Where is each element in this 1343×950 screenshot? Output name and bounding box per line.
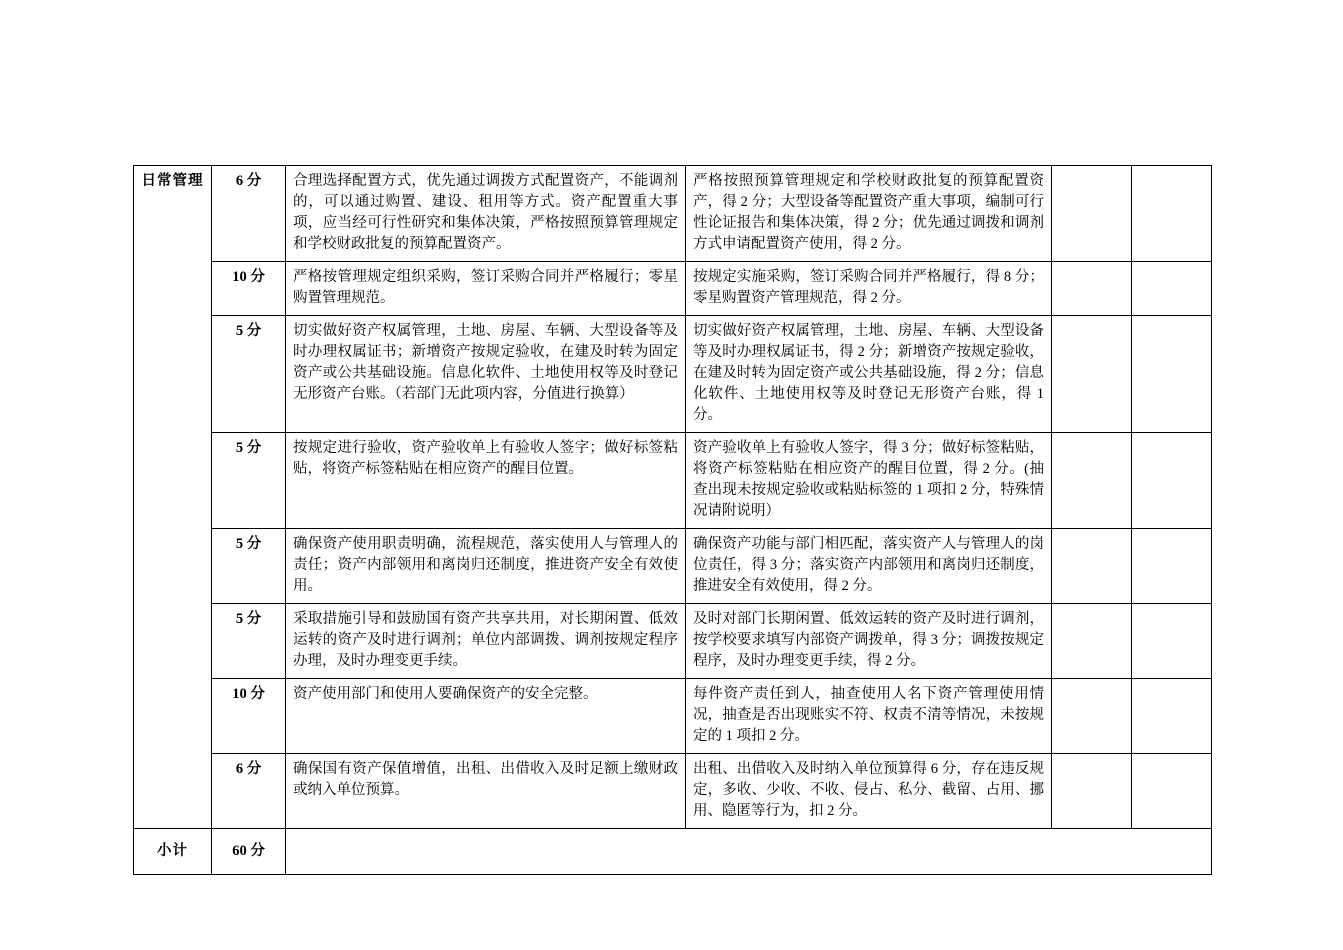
self-score-cell[interactable] — [1052, 604, 1132, 679]
standard-cell: 采取措施引导和鼓励国有资产共享共用，对长期闲置、低效运转的资产及时进行调剂；单位内部调拨、调剂按规定程序办理，及时办理变更手续。 — [286, 604, 686, 679]
self-score-cell[interactable] — [1052, 679, 1132, 754]
self-score-cell[interactable] — [1052, 754, 1132, 829]
table-row — [134, 679, 1212, 754]
evaluation-table-wrapper — [133, 165, 1211, 875]
score-cell: 10 分 — [212, 262, 286, 316]
method-cell: 及时对部门长期闲置、低效运转的资产及时进行调剂，按学校要求填写内部资产调拨单，得 3 分；调拨按规定程序，及时办理变更手续，得 2 分。 — [686, 604, 1052, 679]
self-score-cell[interactable] — [1052, 262, 1132, 316]
review-score-cell[interactable] — [1132, 166, 1212, 262]
score-cell: 5 分 — [212, 433, 286, 529]
table-row — [134, 433, 1212, 529]
self-score-cell[interactable] — [1052, 166, 1132, 262]
method-cell: 确保资产功能与部门相匹配，落实资产人与管理人的岗位责任，得 3 分；落实资产内部领用和离岗归还制度，推进安全有效使用，得 2 分。 — [686, 529, 1052, 604]
standard-cell: 按规定进行验收，资产验收单上有验收人签字；做好标签粘贴，将资产标签粘贴在相应资产的醒目位置。 — [286, 433, 686, 529]
review-score-cell[interactable] — [1132, 754, 1212, 829]
table-row — [134, 316, 1212, 433]
self-score-cell[interactable] — [1052, 433, 1132, 529]
self-score-cell[interactable] — [1052, 316, 1132, 433]
method-cell: 严格按照预算管理规定和学校财政批复的预算配置资产，得 2 分；大型设备等配置资产重大事项，编制可行性论证报告和集体决策，得 2 分；优先通过调拨和调剂方式申请配置资产使用，得 2 分。 — [686, 166, 1052, 262]
table-row — [134, 166, 1212, 262]
review-score-cell[interactable] — [1132, 604, 1212, 679]
score-cell: 5 分 — [212, 604, 286, 679]
table-row — [134, 754, 1212, 829]
self-score-cell[interactable] — [1052, 529, 1132, 604]
score-cell: 5 分 — [212, 529, 286, 604]
subtotal-content — [286, 829, 1212, 875]
subtotal-row — [134, 829, 1212, 875]
standard-cell: 合理选择配置方式，优先通过调拨方式配置资产，不能调剂的，可以通过购置、建设、租用等方式。资产配置重大事项，应当经可行性研究和集体决策，严格按照预算管理规定和学校财政批复的预算配置资产。 — [286, 166, 686, 262]
score-cell: 6 分 — [212, 754, 286, 829]
method-cell: 资产验收单上有验收人签字，得 3 分；做好标签粘贴，将资产标签粘贴在相应资产的醒目位置，得 2 分。(抽查出现未按规定验收或粘贴标签的 1 项扣 2 分，特殊情况请附说明） — [686, 433, 1052, 529]
standard-cell: 切实做好资产权属管理，土地、房屋、车辆、大型设备等及时办理权属证书；新增资产按规定验收，在建及时转为固定资产或公共基础设施。信息化软件、土地使用权等及时登记无形资产台账。（若部门无此项内容，分值进行换算） — [286, 316, 686, 433]
score-cell: 5 分 — [212, 316, 286, 433]
standard-cell: 严格按管理规定组织采购，签订采购合同并严格履行；零星购置管理规范。 — [286, 262, 686, 316]
standard-cell: 确保资产使用职责明确，流程规范，落实使用人与管理人的责任；资产内部领用和离岗归还制度，推进资产安全有效使用。 — [286, 529, 686, 604]
review-score-cell[interactable] — [1132, 433, 1212, 529]
category-cell: 日常管理 — [134, 166, 212, 829]
table-row — [134, 262, 1212, 316]
subtotal-label: 小计 — [134, 829, 212, 875]
standard-cell: 资产使用部门和使用人要确保资产的安全完整。 — [286, 679, 686, 754]
review-score-cell[interactable] — [1132, 316, 1212, 433]
table-row — [134, 529, 1212, 604]
score-cell: 10 分 — [212, 679, 286, 754]
review-score-cell[interactable] — [1132, 679, 1212, 754]
standard-cell: 确保国有资产保值增值，出租、出借收入及时足额上缴财政或纳入单位预算。 — [286, 754, 686, 829]
method-cell: 切实做好资产权属管理，土地、房屋、车辆、大型设备等及时办理权属证书，得 2 分；新增资产按规定验收，在建及时转为固定资产或公共基础设施，得 2 分；信息化软件、土地使用权等及时登记无形资产台账，得 1 分。 — [686, 316, 1052, 433]
review-score-cell[interactable] — [1132, 262, 1212, 316]
score-cell: 6 分 — [212, 166, 286, 262]
method-cell: 出租、出借收入及时纳入单位预算得 6 分，存在违反规定，多收、少收、不收、侵占、私分、截留、占用、挪用、隐匿等行为，扣 2 分。 — [686, 754, 1052, 829]
method-cell: 按规定实施采购，签订采购合同并严格履行，得 8 分；零星购置资产管理规范，得 2 分。 — [686, 262, 1052, 316]
method-cell: 每件资产责任到人，抽查使用人名下资产管理使用情况，抽查是否出现账实不符、权责不清等情况，未按规定的 1 项扣 2 分。 — [686, 679, 1052, 754]
subtotal-score: 60 分 — [212, 829, 286, 875]
evaluation-table — [133, 165, 1212, 875]
table-row — [134, 604, 1212, 679]
review-score-cell[interactable] — [1132, 529, 1212, 604]
